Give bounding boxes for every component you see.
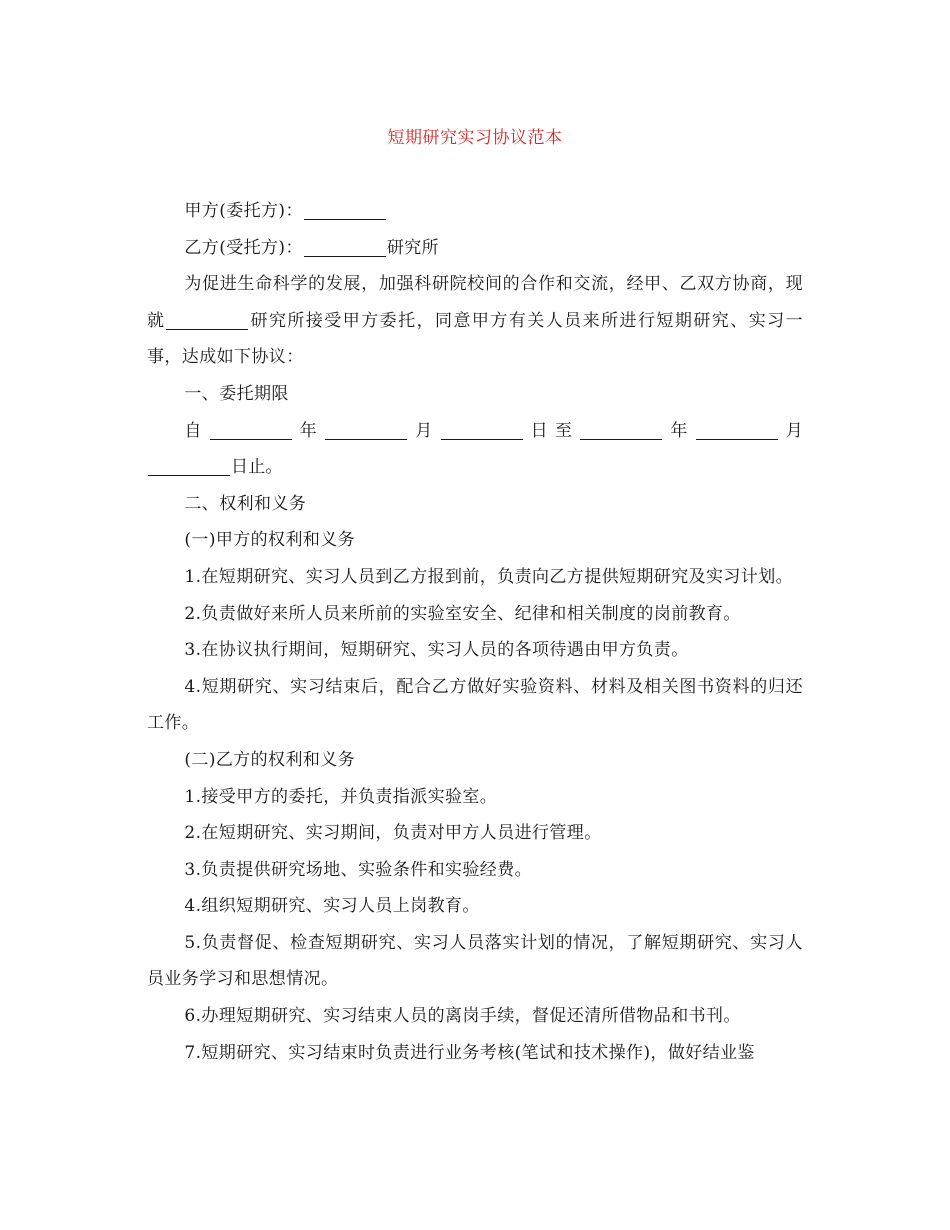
start-month-blank [325, 417, 407, 440]
intro-paragraph [147, 266, 803, 376]
subheading-party-a: (一)甲方的权利和义务 [184, 530, 356, 551]
period-month-1: 月 [408, 420, 440, 441]
institute-blank [166, 307, 248, 330]
period-month-2: 月 [778, 420, 804, 441]
party-b-item: 7.短期研究、实习结束时负责进行业务考核(笔试和技术操作)，做好结业鉴 [184, 1042, 755, 1063]
section-heading-term: 一、委托期限 [184, 383, 289, 404]
period-year-2: 年 [663, 420, 695, 441]
party-a-item: 2.负责做好来所人员来所前的实验室安全、纪律和相关制度的岗前教育。 [184, 603, 741, 624]
subheading-party-b: (二)乙方的权利和义务 [184, 749, 356, 770]
start-day-blank [441, 417, 523, 440]
party-a-label: 甲方(委托方)： [184, 201, 303, 221]
end-year-blank [580, 417, 662, 440]
intro-text-2: 研究所接受甲方委托，同意甲方有关人员来所进行短期研究、实习一事，达成如下协议： [147, 310, 803, 368]
party-b-item: 2.在短期研究、实习期间，负责对甲方人员进行管理。 [184, 823, 602, 844]
party-b-line [147, 230, 803, 267]
party-b-blank [304, 234, 386, 257]
party-b-label: 乙方(受托方)： [184, 237, 303, 258]
intro-text-1: 为促进生命科学的发展，加强科研院校间的合作和交流，经甲、乙双方协商，现就 [147, 274, 803, 331]
party-b-item: 4.组织短期研究、实习人员上岗教育。 [184, 896, 480, 917]
party-a-line [147, 193, 803, 230]
party-a-item: 1.在短期研究、实习人员到乙方报到前，负责向乙方提供短期研究及实习计划。 [184, 566, 794, 587]
period-day-to: 日至 [523, 420, 580, 441]
party-b-item: 6.办理短期研究、实习结束人员的离岗手续，督促还清所借物品和书刊。 [184, 1006, 741, 1027]
document-body [147, 193, 803, 1071]
end-month-blank [696, 417, 778, 440]
party-b-item: 1.接受甲方的委托，并负责指派实验室。 [184, 786, 498, 807]
end-day-blank [148, 453, 230, 476]
party-a-blank [304, 197, 386, 220]
period-from: 自 [184, 420, 209, 441]
party-b-suffix: 研究所 [386, 237, 440, 258]
period-end: 日止。 [231, 457, 283, 478]
period-year-1: 年 [292, 420, 325, 441]
section-heading-rights: 二、权利和义务 [184, 493, 307, 514]
party-b-item: 5.负责督促、检查短期研究、实习人员落实计划的情况，了解短期研究、实习人员业务学习和思想情况。 [147, 932, 803, 990]
party-a-item: 3.在协议执行期间，短期研究、实习人员的各项待遇由甲方负责。 [184, 640, 689, 661]
document-title: 短期研究实习协议范本 [387, 128, 563, 148]
party-b-item: 3.负责提供研究场地、实验条件和实验经费。 [184, 859, 533, 880]
start-year-blank [210, 417, 292, 440]
period-paragraph [147, 413, 803, 486]
party-a-item: 4.短期研究、实习结束后，配合乙方做好实验资料、材料及相关图书资料的归还工作。 [147, 676, 803, 734]
